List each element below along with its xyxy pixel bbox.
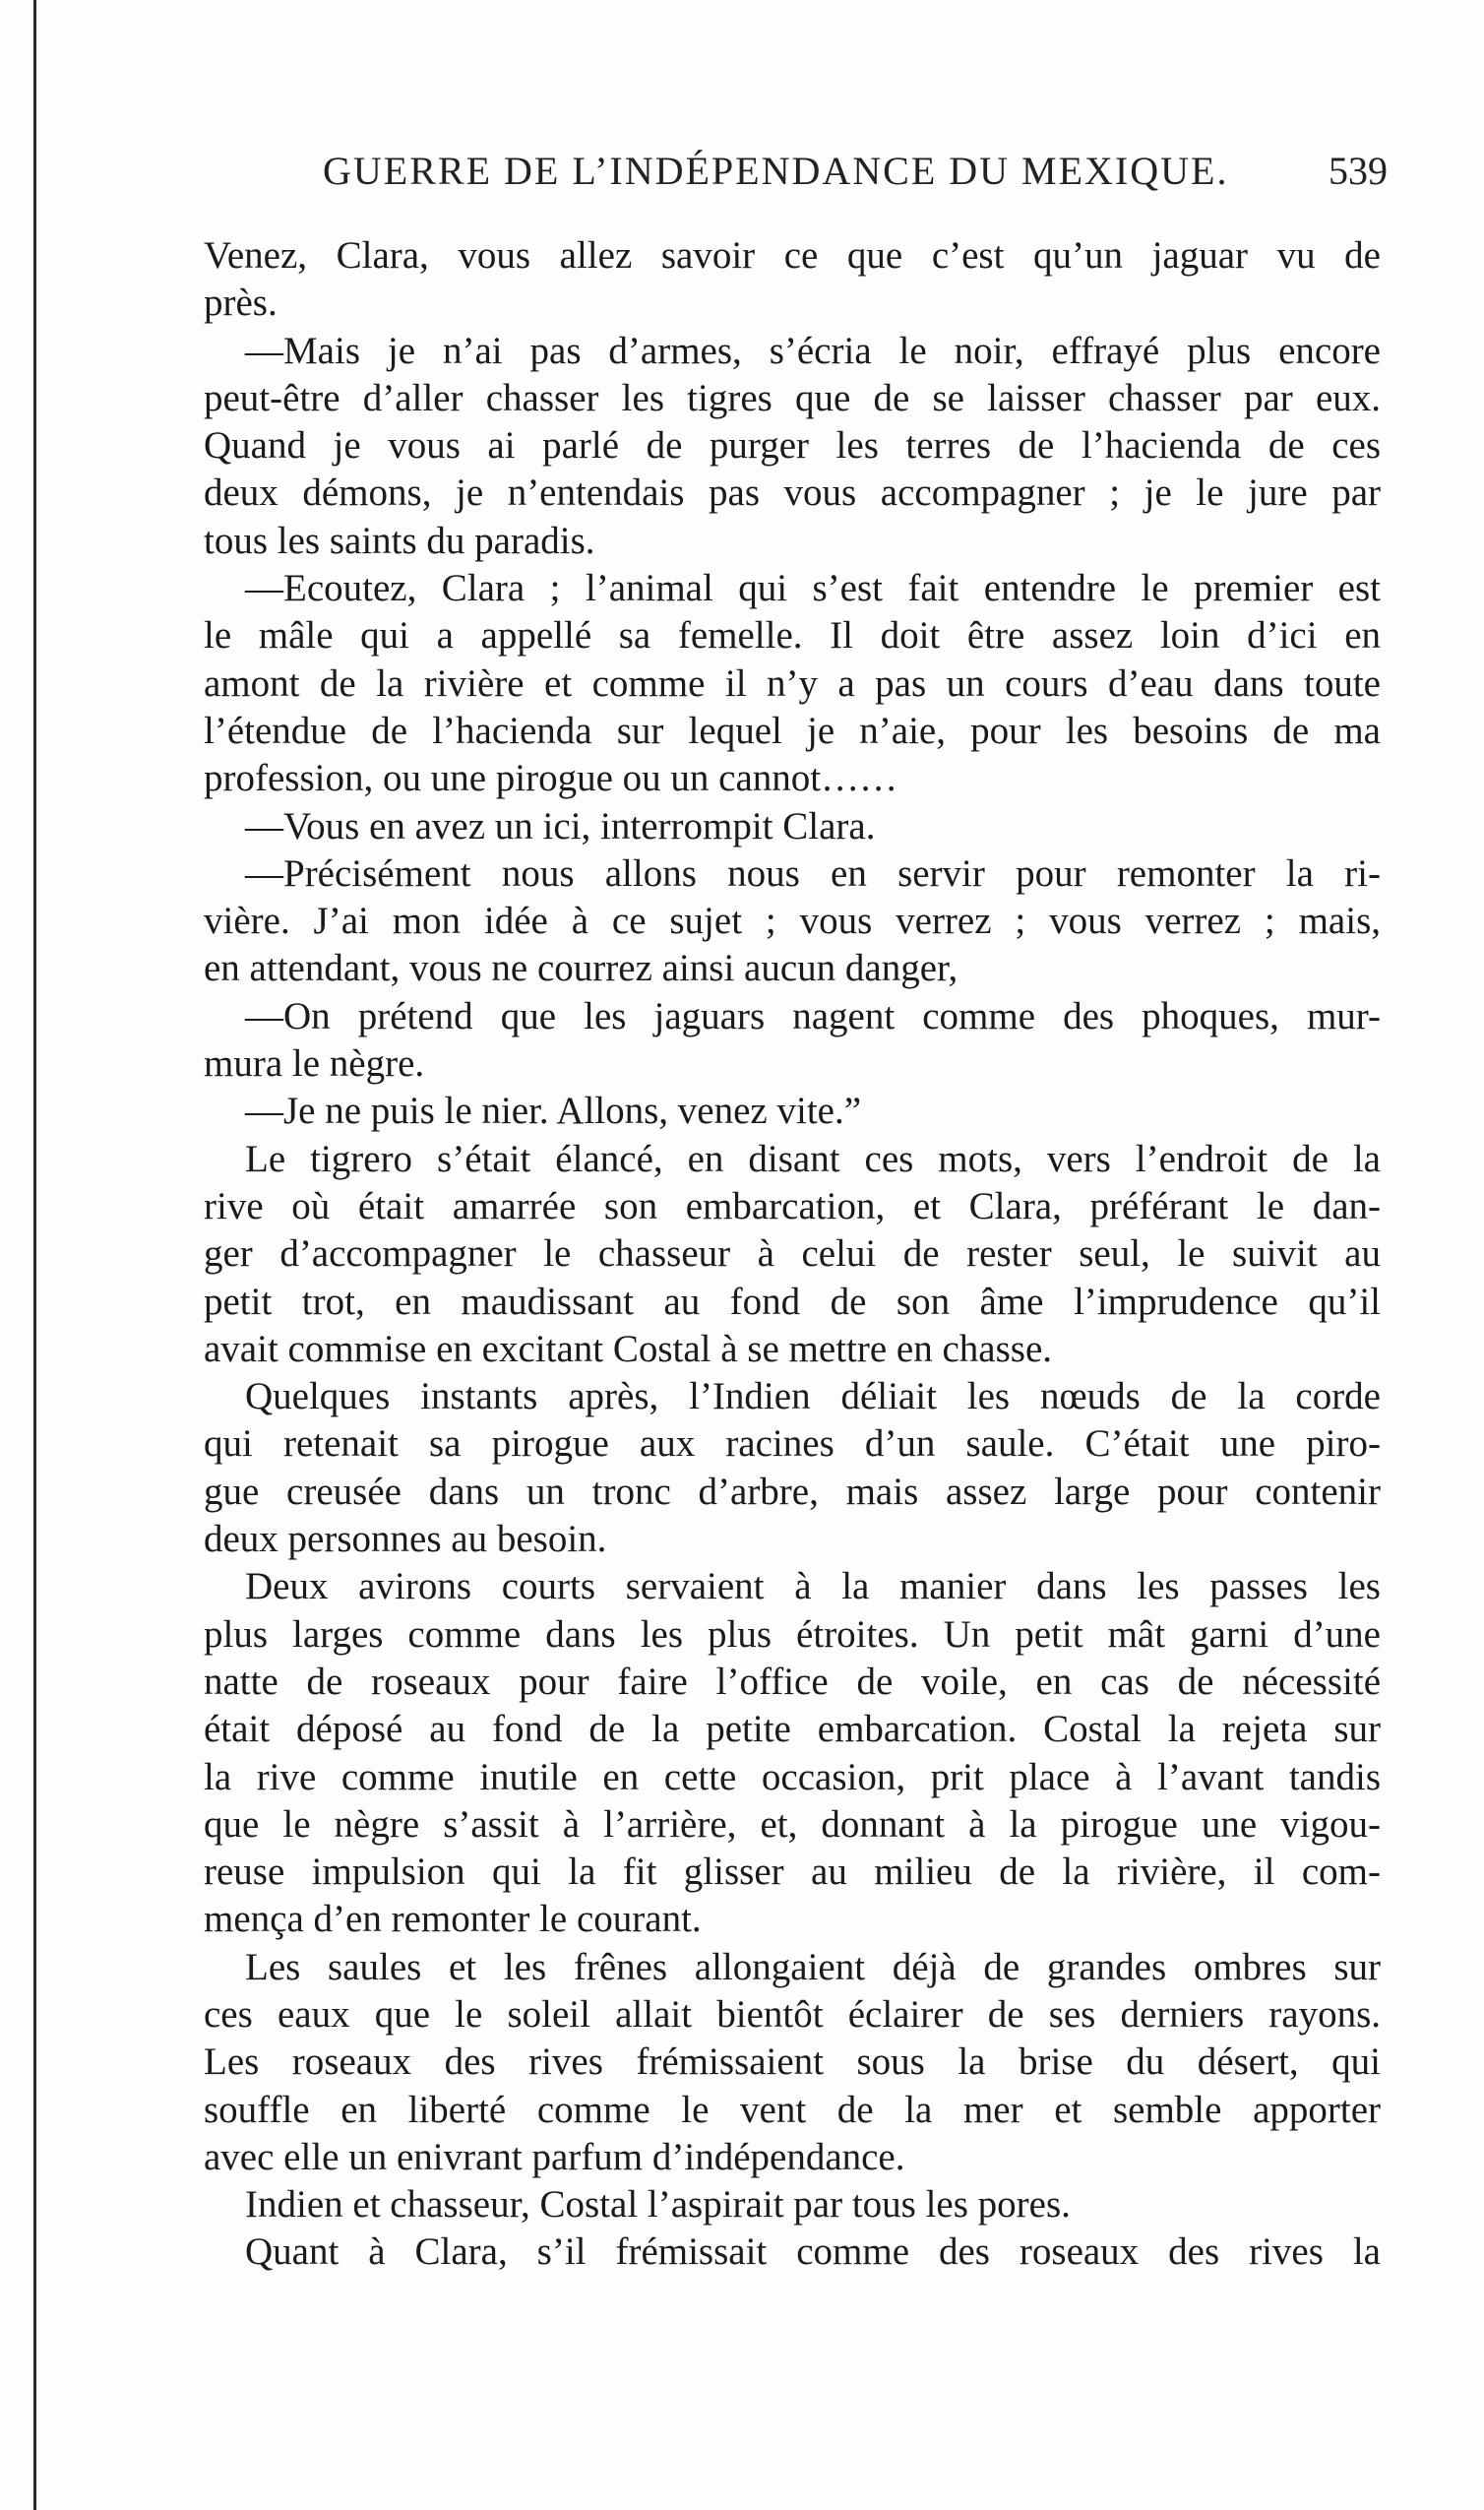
running-head-title: GUERRE DE L’INDÉPENDANCE DU MEXIQUE. <box>323 149 1229 193</box>
text-line: —Mais je n’ai pas d’armes, s’écria le noir, effrayé plus encore <box>245 329 1381 372</box>
gutter-line <box>33 0 36 2510</box>
text-line: près. <box>204 282 278 325</box>
text-line: Indien et chasseur, Costal l’aspirait par tous les pores. <box>245 2183 1071 2227</box>
text-line: Quant à Clara, s’il frémissait comme des roseaux des rives la <box>245 2230 1381 2274</box>
text-line: vière. J’ai mon idée à ce sujet ; vous verrez ; vous verrez ; mais, <box>204 900 1381 943</box>
text-line: mença d’en remonter le courant. <box>204 1898 702 1941</box>
text-line: peut-être d’aller chasser les tigres que de se laisser chasser par eux. <box>204 376 1381 419</box>
text-line: Les saules et les frênes allongaient déjà de grandes ombres sur <box>245 1945 1381 1988</box>
text-line: souffle en liberté comme le vent de la mer et semble apporter <box>204 2088 1381 2131</box>
text-line: gue creusée dans un tronc d’arbre, mais assez large pour contenir <box>204 1470 1381 1513</box>
text-line: —Je ne puis le nier. Allons, venez vite.” <box>245 1090 862 1133</box>
text-line: Venez, Clara, vous allez savoir ce que c’est qu’un jaguar vu de <box>204 234 1381 277</box>
text-line: plus larges comme dans les plus étroites. Un petit mât garni d’une <box>204 1612 1381 1656</box>
text-line: Les roseaux des rives frémissaient sous la brise du désert, qui <box>204 2040 1381 2084</box>
text-line: deux démons, je n’entendais pas vous accompagner ; je le jure par <box>204 471 1381 515</box>
text-line: reuse impulsion qui la fit glisser au milieu de la rivière, il com- <box>204 1851 1381 1894</box>
text-line: profession, ou une pirogue ou un cannot…… <box>204 757 898 800</box>
text-line: avec elle un enivrant parfum d’indépendance. <box>204 2135 905 2178</box>
text-line: ger d’accompagner le chasseur à celui de rester seul, le suivit au <box>204 1232 1381 1276</box>
text-line: était déposé au fond de la petite embarcation. Costal la rejeta sur <box>204 1708 1381 1751</box>
text-line: que le nègre s’assit à l’arrière, et, donnant à la pirogue une vigou- <box>204 1802 1381 1846</box>
text-line: rive où était amarrée son embarcation, et Clara, préférant le dan- <box>204 1184 1381 1227</box>
text-line: petit trot, en maudissant au fond de son âme l’imprudence qu’il <box>204 1280 1381 1323</box>
running-head <box>323 148 1388 207</box>
text-line: tous les saints du paradis. <box>204 519 595 562</box>
text-line: ces eaux que le soleil allait bientôt éclairer de ses derniers rayons. <box>204 1992 1381 2036</box>
text-line: —Précisément nous allons nous en servir pour remonter la ri- <box>245 851 1381 895</box>
text-line: avait commise en excitant Costal à se mettre en chasse. <box>204 1327 1053 1370</box>
text-line: Quand je vous ai parlé de purger les terres de l’hacienda de ces <box>204 424 1381 468</box>
text-line: deux personnes au besoin. <box>204 1518 607 1561</box>
text-line: —On prétend que les jaguars nagent comme des phoques, mur- <box>245 994 1381 1037</box>
text-line: Deux avirons courts servaient à la manier dans les passes les <box>245 1565 1381 1608</box>
text-line: Le tigrero s’était élancé, en disant ces mots, vers l’endroit de la <box>245 1137 1381 1180</box>
text-line: le mâle qui a appellé sa femelle. Il doit être assez loin d’ici en <box>204 614 1381 658</box>
text-line: amont de la rivière et comme il n’y a pas un cours d’eau dans toute <box>204 661 1381 705</box>
text-line: en attendant, vous ne courrez ainsi aucun danger, <box>204 947 958 990</box>
text-line: mura le nègre. <box>204 1042 425 1086</box>
text-line: natte de roseaux pour faire l’office de voile, en cas de nécessité <box>204 1660 1381 1703</box>
text-line: Quelques instants après, l’Indien déliait les nœuds de la corde <box>245 1375 1381 1418</box>
page-number: 539 <box>1329 149 1388 193</box>
text-line: —Ecoutez, Clara ; l’animal qui s’est fait entendre le premier est <box>245 567 1381 610</box>
text-line: la rive comme inutile en cette occasion, prit place à l’avant tandis <box>204 1755 1381 1798</box>
text-line: —Vous en avez un ici, interrompit Clara. <box>245 804 876 847</box>
text-line: qui retenait sa pirogue aux racines d’un saule. C’était une piro- <box>204 1422 1381 1466</box>
body-text <box>204 232 1381 2277</box>
text-line: l’étendue de l’hacienda sur lequel je n’aie, pour les besoins de ma <box>204 709 1381 752</box>
